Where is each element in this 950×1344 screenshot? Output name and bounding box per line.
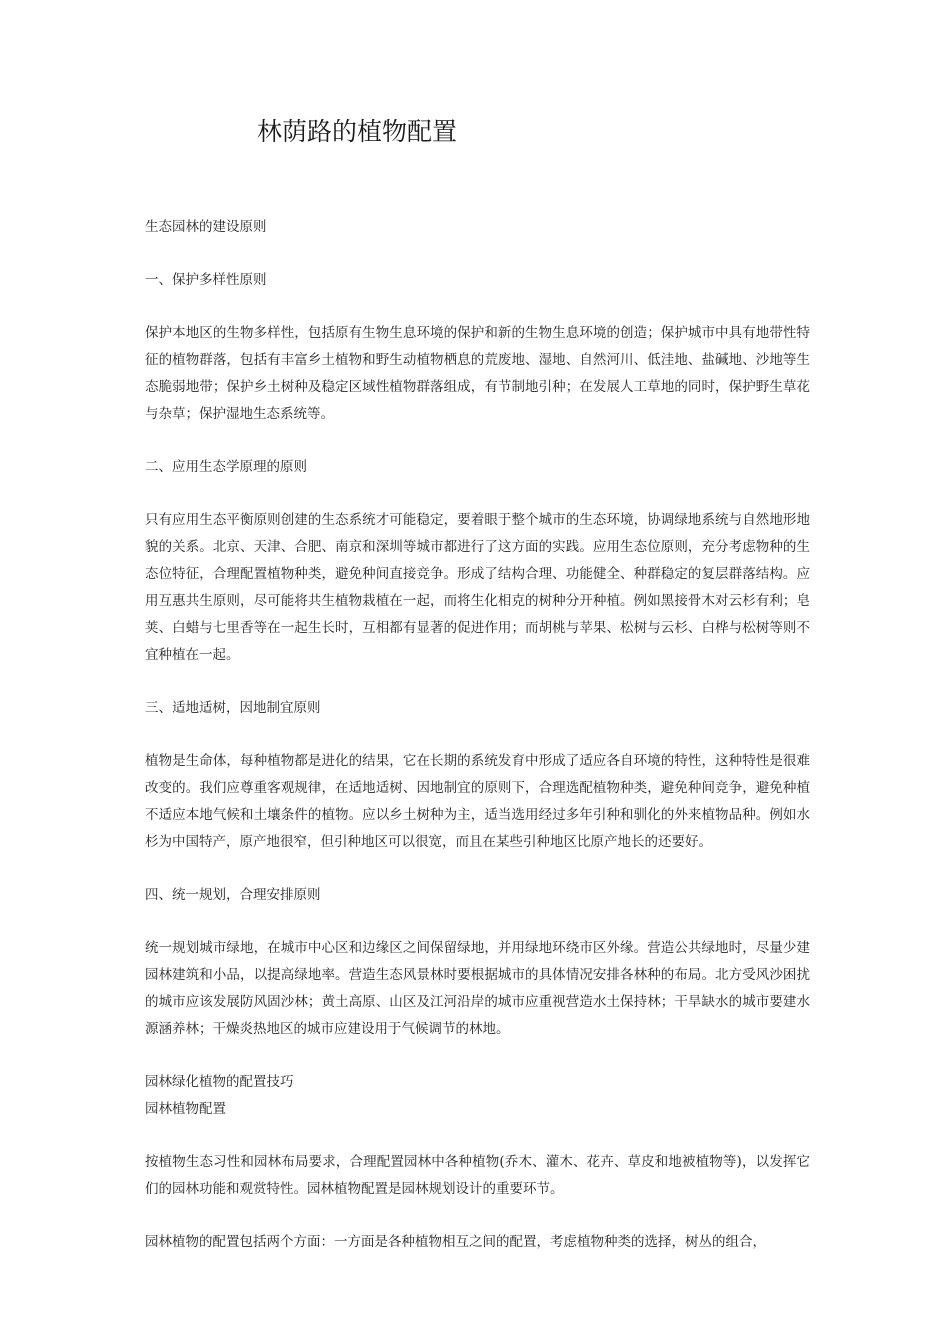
paragraph: 园林植物的配置包括两个方面：一方面是各种植物相互之间的配置，考虑植物种类的选择，树丛的组合， bbox=[145, 1234, 766, 1250]
document-title: 林荫路的植物配置 bbox=[257, 117, 458, 146]
paragraph: 保护本地区的生物多样性，包括原有生物生息环境的保护和新的生物生息环境的创造；保护城市中具有地带性特征的植物群落，包括有丰富乡土植物和野生动植物栖息的荒废地、湿地、自然河川、低洼地、盐碱地、沙地等生态脆弱地带；保护乡土树种及稳定区域性植物群落组成，有节制地引种；在发展人工草地的同时，保护野生草花与杂草；保护湿地生态系统等。 bbox=[145, 325, 810, 422]
section-heading: 二、应用生态学原理的原则 bbox=[145, 459, 307, 475]
section-heading: 三、适地适树，因地制宜原则 bbox=[145, 700, 321, 716]
document-body bbox=[145, 214, 810, 1256]
section-heading: 一、保护多样性原则 bbox=[145, 272, 267, 288]
section-heading: 生态园林的建设原则 bbox=[145, 219, 267, 235]
section-heading: 园林绿化植物的配置技巧 bbox=[145, 1074, 294, 1090]
paragraph: 按植物生态习性和园林布局要求，合理配置园林中各种植物(乔木、灌木、花卉、草皮和地被植物等)，以发挥它们的园林功能和观赏特性。园林植物配置是园林规划设计的重要环节。 bbox=[145, 1154, 810, 1197]
paragraph: 植物是生命体，每种植物都是进化的结果，它在长期的系统发育中形成了适应各自环境的特性，这种特性是很难改变的。我们应尊重客观规律，在适地适树、因地制宜的原则下，合理选配植物种类，避免种间竞争，避免种植不适应本地气候和土壤条件的植物。应以乡土树种为主，适当选用经过多年引种和驯化的外来植物品种。例如水杉为中国特产，原产地很窄，但引种地区可以很宽，而且在某些引种地区比原产地长的还要好。 bbox=[145, 753, 810, 850]
paragraph: 统一规划城市绿地，在城市中心区和边缘区之间保留绿地，并用绿地环绕市区外缘。营造公共绿地时，尽量少建园林建筑和小品，以提高绿地率。营造生态风景林时要根据城市的具体情况安排各林种的布局。北方受风沙困扰的城市应该发展防风固沙林；黄土高原、山区及江河沿岸的城市应重视营造水土保持林；干旱缺水的城市要建水源涵养林；干燥炎热地区的城市应建设用于气候调节的林地。 bbox=[145, 940, 810, 1037]
section-heading: 园林植物配置 bbox=[145, 1101, 226, 1117]
paragraph: 只有应用生态平衡原则创建的生态系统才可能稳定，要着眼于整个城市的生态环境，协调绿地系统与自然地形地貌的关系。北京、天津、合肥、南京和深圳等城市都进行了这方面的实践。应用生态位原则，充分考虑物种的生态位特征，合理配置植物种类，避免种间直接竞争。形成了结构合理、功能健全、种群稳定的复层群落结构。应用互惠共生原则，尽可能将共生植物栽植在一起，而将生化相克的树种分开种植。例如黑接骨木对云杉有利；皂荚、白蜡与七里香等在一起生长时，互相都有显著的促进作用；而胡桃与苹果、松树与云杉、白桦与松树等则不宜种植在一起。 bbox=[145, 512, 810, 663]
section-heading: 四、统一规划，合理安排原则 bbox=[145, 887, 321, 903]
